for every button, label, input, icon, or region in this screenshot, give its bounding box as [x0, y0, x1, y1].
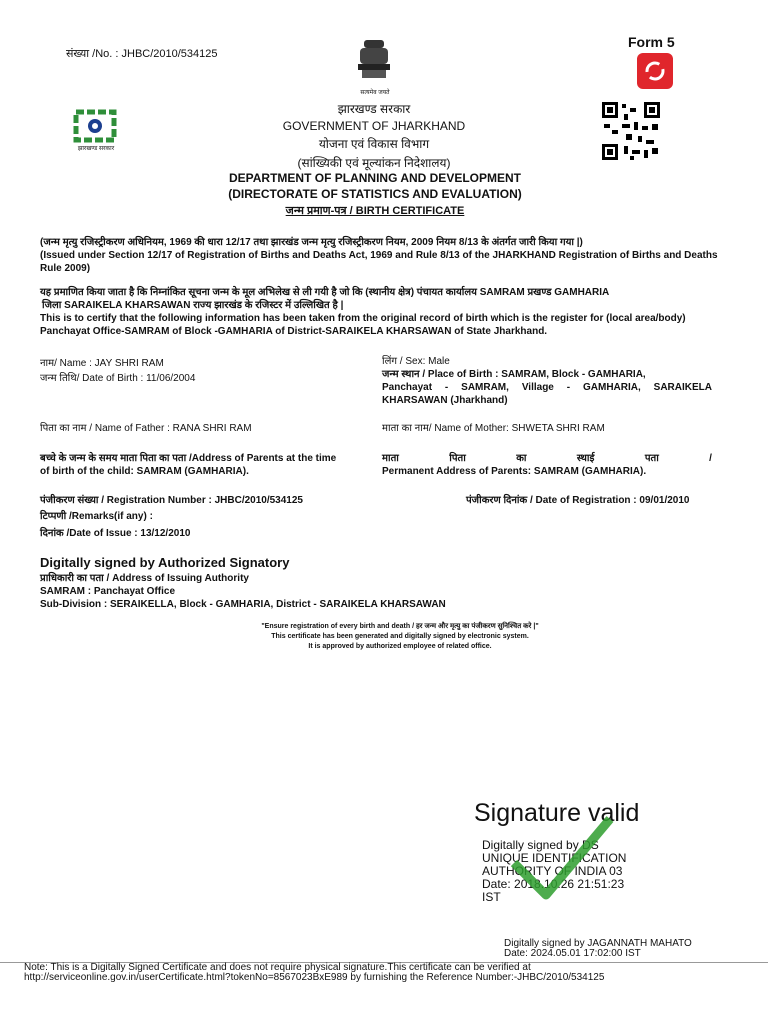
certify-hindi-1: यह प्रमाणित किया जाता है कि निम्नांकित सूचना जन्म के मूल अभिलेख से ली गयी है जो कि (स्थानीय क्षेत्र) पंचायत कार्यालय SAMRAM प्रखण्ड GAMHARIA [40, 287, 610, 298]
directorate-english: (DIRECTORATE OF STATISTICS AND EVALUATION) [228, 187, 522, 201]
issued-english: (Issued under Section 12/17 of Registration of Births and Deaths Act, 1969 and Rule 8/13 of the JHARKHAND Registration of Births and Deaths Rule 2009) [40, 250, 718, 274]
dept-title-hindi: योजना एवं विकास विभाग [318, 137, 430, 151]
certificate-title: जन्म प्रमाण-पत्र / BIRTH CERTIFICATE [285, 205, 465, 217]
emblem-caption: सत्यमेव जयते [360, 90, 390, 96]
gov-title-hindi: झारखण्ड सरकार [337, 102, 411, 116]
signature-line-5: IST [482, 890, 501, 904]
registration-number: पंजीकरण संख्या / Registration Number : JHBC/2010/534125 [40, 495, 303, 506]
issuing-authority-label: प्राधिकारी का पता / Address of Issuing Authority [40, 573, 249, 584]
certify-english: This is to certify that the following information has been taken from the original record of birth which is the register for (local area/body) Panchayat Office-SAMRAM of Block -GAMHARIA of District-SARAIKELA KHARSAWAN of State Jharkhand. [40, 313, 686, 337]
child-sex: लिंग / Sex: Male [382, 356, 450, 367]
registration-date: पंजीकरण दिनांक / Date of Registration : 09/01/2010 [466, 495, 690, 506]
notice-line-2: This certificate has been generated and digitally signed by electronic system. [271, 633, 529, 640]
permanent-address-english: Permanent Address of Parents: SAMRAM (GAMHARIA). [382, 466, 647, 477]
signature-valid-title: Signature valid [474, 799, 640, 827]
form-number: Form 5 [628, 34, 675, 50]
serial-number: संख्या /No. : JHBC/2010/534125 [66, 48, 218, 60]
gov-title-english: GOVERNMENT OF JHARKHAND [282, 119, 466, 133]
signature-validation[interactable] [470, 795, 700, 905]
jh-logo-caption: झारखण्ड सरकार [77, 146, 115, 152]
place-of-birth-3: KHARSAWAN (Jharkhand) [382, 395, 508, 406]
signature-line-1: Digitally signed by DS [482, 838, 599, 852]
state-emblem-icon [350, 36, 398, 92]
form-logo-icon [637, 53, 673, 89]
qr-code[interactable] [600, 100, 662, 162]
permanent-address-hindi: माता पिता का स्थाई पता / [382, 453, 712, 464]
directorate-hindi: (सांख्यिकी एवं मूल्यांकन निदेशालय) [297, 156, 451, 170]
date-of-birth: जन्म तिथि/ Date of Birth : 11/06/2004 [40, 373, 196, 384]
father-name: पिता का नाम / Name of Father : RANA SHRI RAM [40, 423, 252, 434]
child-name: नाम/ Name : JAY SHRI RAM [40, 358, 164, 369]
remarks: टिप्पणी /Remarks(if any) : [40, 511, 153, 522]
address-at-birth-2: of birth of the child: SAMRAM (GAMHARIA). [40, 466, 249, 477]
signer-line-1: Digitally signed by JAGANNATH MAHATO [504, 938, 692, 949]
mother-name: माता का नाम/ Name of Mother: SHWETA SHRI RAM [382, 423, 605, 434]
signature-line-2: UNIQUE IDENTIFICATION [482, 851, 627, 865]
signature-line-4: Date: 2018.10.26 21:51:23 [482, 877, 625, 891]
issued-hindi: (जन्म मृत्यु रजिस्ट्रीकरण अधिनियम, 1969 की धारा 12/17 तथा झारखंड जन्म मृत्यु रजिस्ट्रीकरण नियम, 2009 नियम 8/13 के अंतर्गत जारी किया गया |) [40, 237, 583, 248]
place-of-birth-1: जन्म स्थान / Place of Birth : SAMRAM, Block - GAMHARIA, [382, 369, 646, 380]
address-at-birth-1: बच्चे के जन्म के समय माता पिता का पता /Address of Parents at the time [40, 453, 337, 464]
checkmark-icon [506, 813, 616, 903]
issuing-office: SAMRAM : Panchayat Office [40, 586, 176, 597]
notice-line-1: "Ensure registration of every birth and death / हर जन्म और मृत्यु का पंजीकरण सुनिश्चित करे |" [261, 623, 539, 630]
notice-line-3: It is approved by authorized employee of related office. [308, 643, 492, 650]
signature-line-3: AUTHORITY OF INDIA 03 [482, 864, 623, 878]
footer-verify-link[interactable]: http://serviceonline.gov.in/userCertificate.html?tokenNo=8567023BxE989 by furnishing the Reference Number:-JHBC/2010/534125 [24, 972, 605, 983]
signer-line-2: Date: 2024.05.01 17:02:00 IST [504, 948, 641, 959]
place-of-birth-2: Panchayat - SAMRAM, Village - GAMHARIA, SARAIKELA [382, 382, 712, 393]
date-of-issue: दिनांक /Date of Issue : 13/12/2010 [40, 528, 191, 539]
certify-hindi-2: जिला SARAIKELA KHARSAWAN राज्य झारखंड के रजिस्टर में उल्लिखित है | [42, 300, 344, 311]
digitally-signed-authority: Digitally signed by Authorized Signatory [40, 555, 290, 570]
footer-note: Note: This is a Digitally Signed Certificate and does not require physical signature.This certificate can be verified at [24, 962, 531, 973]
dept-title-english: DEPARTMENT OF PLANNING AND DEVELOPMENT [228, 171, 521, 185]
issuing-subdivision: Sub-Division : SERAIKELLA, Block - GAMHARIA, District - SARAIKELA KHARSAWAN [40, 599, 446, 610]
